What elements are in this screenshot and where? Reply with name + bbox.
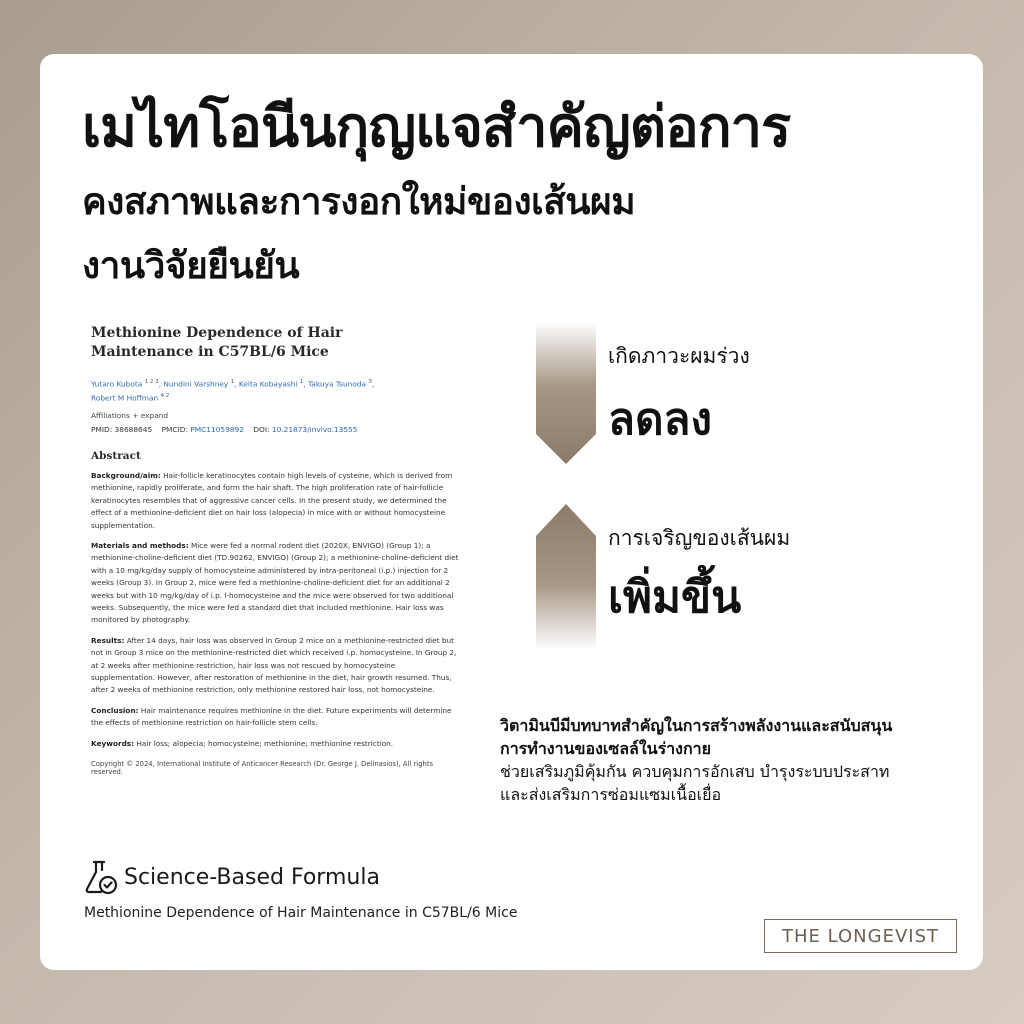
section-text: After 14 days, hair loss was observed in Group 2 mice on a methionine-restricted diet but not in Group 3 mice on the methionine-restricted diet which received i.p. homocysteine. In Group 2, at 2 weeks after methionine restriction, hair loss was not rescued by homocysteine supplementation. However, after restoration of methionine in the diet, hair growth resumed. Thus, after 2 weeks of methionine restriction, only methionine restored hair loss, not homocysteine.	[91, 635, 457, 695]
headline-line-2: คงสภาพและการงอกใหม่ของเส้นผม	[82, 180, 636, 223]
doi-label: DOI:	[253, 424, 270, 434]
badge-text: Science-Based Formula	[124, 864, 380, 890]
abstract-background	[91, 470, 461, 532]
content-card	[40, 54, 983, 970]
abstract-results	[91, 635, 461, 697]
vitamin-b-note	[500, 714, 970, 806]
section-text: Hair-follicle keratinocytes contain high levels of cysteine, which is derived from methionine, rapidly proliferate, and form the hair shaft. The high proliferation rate of hair-follicle keratinocytes resembles that of aggressive cancer cells. In the present study, we determined the effect of a methionine-deficient diet on hair loss (alopecia) in mice with or without homocysteine supplementation.	[91, 470, 453, 530]
stat-value-decrease: ลดลง	[608, 394, 712, 445]
paper-title: Methionine Dependence of Hair Maintenance in C57BL/6 Mice	[91, 325, 343, 360]
note-line: และส่งเสริมการซ่อมแซมเนื้อเยื่อ	[500, 785, 722, 804]
up-arrow-icon	[536, 504, 596, 650]
abstract-keywords	[91, 738, 461, 750]
author-list: Yutaro Kubota $^{1 2 3}$, Nundini Varshney $^1$, Keita Kobayashi $^1$, Takuya Tsunoda $^3$, Robert M Hoffman $^{4 2}$	[91, 379, 375, 403]
section-text: Mice were fed a normal rodent diet (2020X, ENVIGO) (Group 1); a methionine-choline-deficient diet (TD.90262, ENVIGO) (Group 2); a methionine-choline-deficient diet with a 10 mg/kg/day supply of homocysteine administered by intra-peritoneal (i.p.) injection for 2 weeks (Group 3). In Group 2, mice were fed a methionine-choline-deficient diet for an additional 2 weeks but with 10 mg/kg/day of i.p. l-homocysteine and the mice were observed for two additional weeks. Subsequently, the mice were fed a standard diet that included methionine. Hair loss was monitored by photography.	[91, 540, 459, 625]
stat-label-hair-growth: การเจริญของเส้นผม	[608, 526, 791, 550]
author-affiliation-sup: 1	[299, 379, 304, 385]
author-affiliation-sup: 3	[368, 379, 372, 385]
section-text: Hair maintenance requires methionine in the diet. Future experiments will determine the effects of methionine restriction on hair-follicle stem cells.	[91, 705, 452, 728]
note-line: การทำงานของเซลล์ในร่างกาย	[500, 739, 712, 758]
paper-excerpt	[91, 324, 461, 776]
section-label: Materials and methods:	[91, 540, 189, 550]
author-affiliation-sup: 1 2 3	[144, 379, 159, 385]
section-label: Results:	[91, 635, 125, 645]
author-name[interactable]: Nundini Varshney	[163, 379, 229, 389]
science-based-badge	[84, 859, 380, 895]
author-name[interactable]: Takuya Tsunoda	[308, 379, 367, 389]
section-label: Conclusion:	[91, 705, 139, 715]
copyright: Copyright © 2024, International Institute of Anticancer Research (Dr. George J. Delinasios), All rights reserved.	[91, 760, 434, 777]
author-affiliation-sup: 1	[230, 379, 235, 385]
section-text: Hair loss; alopecia; homocysteine; methionine; methionine restriction.	[136, 738, 394, 748]
author-name[interactable]: Yutaro Kubota	[91, 379, 143, 389]
pmid: PMID: 38688645	[91, 424, 153, 434]
author-name[interactable]: Keita Kobayashi	[238, 379, 298, 389]
note-line: ช่วยเสริมภูมิคุ้มกัน ควบคุมการอักเสบ บำรุงระบบประสาท	[500, 762, 890, 781]
abstract-methods	[91, 540, 461, 627]
source-citation: Methionine Dependence of Hair Maintenance in C57BL/6 Mice	[84, 905, 518, 921]
affiliations-expand[interactable]: Affiliations + expand	[91, 410, 169, 420]
flask-check-icon	[84, 859, 118, 895]
brand-logo-text: THE LONGEVIST	[781, 925, 939, 947]
stat-label-hair-loss: เกิดภาวะผมร่วง	[608, 344, 750, 368]
section-label: Background/aim:	[91, 470, 161, 480]
pmcid-label: PMCID:	[161, 424, 188, 434]
doi-link[interactable]: 10.21873/invivo.13555	[271, 424, 358, 434]
pmcid-link[interactable]: PMC11059892	[190, 424, 244, 434]
stat-value-increase: เพิ่มขึ้น	[608, 572, 742, 623]
abstract-heading: Abstract	[91, 449, 141, 462]
note-line: วิตามินบีมีบทบาทสำคัญในการสร้างพลังงานและสนับสนุน	[500, 716, 893, 735]
brand-logo	[764, 919, 957, 953]
section-label: Keywords:	[91, 738, 135, 748]
headline-line-1: เมไทโอนีนกุญแจสำคัญต่อการ	[82, 95, 791, 160]
author-name[interactable]: Robert M Hoffman	[91, 393, 159, 403]
headline-line-3: งานวิจัยยืนยัน	[82, 244, 300, 287]
down-arrow-icon	[536, 322, 596, 466]
paper-identifiers	[91, 425, 461, 434]
author-affiliation-sup: 4 2	[160, 393, 170, 400]
abstract-conclusion	[91, 705, 461, 730]
